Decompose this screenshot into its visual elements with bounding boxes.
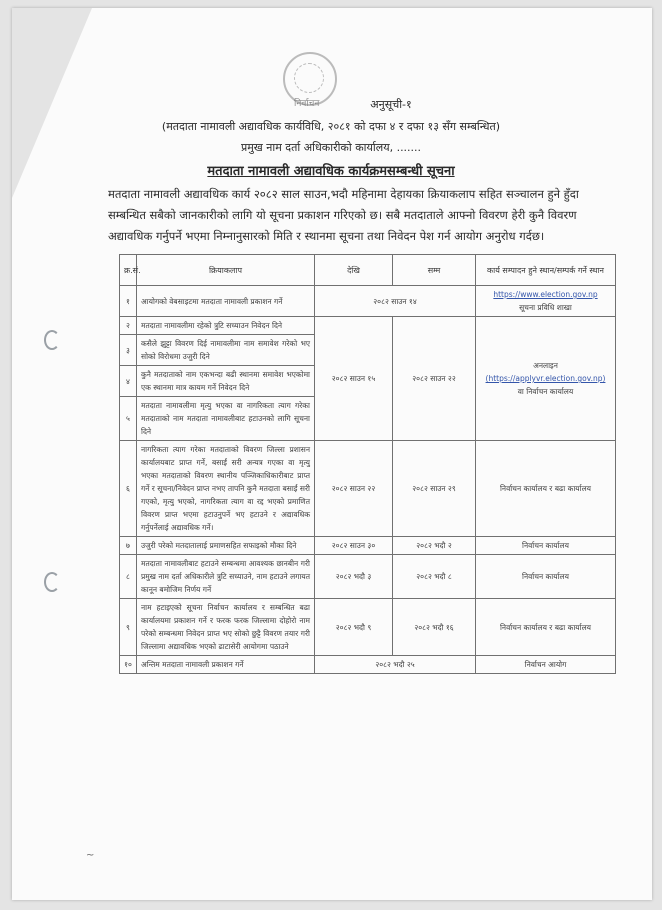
cell-place: निर्वाचन कार्यालय र बढा कार्यालय [476,599,616,656]
cell-date: २०८२ साउन १४ [315,286,476,317]
subtitle: (मतदाता नामावली अद्यावधिक कार्यविधि, २०८१ को दफा ४ र दफा १३ सँग सम्बन्धित) [161,120,501,133]
place-text: वा निर्वाचन कार्यालय [517,387,574,396]
table-row [120,599,616,656]
cell-to: २०८२ साउन २९ [393,441,476,537]
cell-place: निर्वाचन आयोग [476,656,616,674]
cell-to: २०८२ भदौ २ [393,537,476,555]
cell-activity: नागरिकता त्याग गरेका मतदाताको विवरण जिल्ला प्रशासन कार्यालयबाट प्राप्त गर्ने, बसाईं सरी अन्यत्र गएका वा मृत्यु भएका मतदाताको विवरण स्थानीय पञ्जिकाधिकारीबाट प्राप्त गर्ने र सूचना/निवेदन प्राप्त नभए तापनि कुनै मतदाता बसाईं सरी गएको, मृत्यु भएको, नागरिकता त्याग वा रद्द भएको प्रमाणित विवरण प्राप्त भएमा हटाउनुपर्ने भए हटाउने र अद्यावधिक गर्नुपर्नेलाई अद्यावधिक गर्ने। [137,441,315,537]
applyvr-link[interactable]: (https://applyvr.election.gov.np) [485,374,606,383]
header-activity: क्रियाकलाप [137,255,315,286]
header-place: कार्य सम्पादन हुने स्थान/सम्पर्क गर्ने स्थान [476,255,616,286]
cell-from: २०८२ भदौ ३ [315,555,393,599]
cell-sn: ३ [120,335,137,366]
cell-place: निर्वाचन कार्यालय [476,537,616,555]
notice-title: मतदाता नामावली अद्यावधिक कार्यक्रमसम्बन्धी सूचना [207,164,455,179]
table-row [120,441,616,537]
table-row [120,555,616,599]
cell-from: २०८२ साउन २२ [315,441,393,537]
cell-to: २०८२ साउन २२ [393,317,476,441]
punch-hole-mark [44,330,60,350]
intro-paragraph [108,184,620,247]
cell-sn: ४ [120,366,137,397]
table-row [120,656,616,674]
table-row [120,317,616,335]
cell-to: २०८२ भदौ ८ [393,555,476,599]
cell-activity: कसैले झुट्टा विवरण दिई नामावलीमा नाम समावेश गरेको भए सोको विरोधमा उजुरी दिने [137,335,315,366]
table-header-row [120,255,616,286]
office-line: प्रमुख नाम दर्ता अधिकारीको कार्यालय, ....... [240,141,422,154]
punch-hole-mark [44,572,60,592]
cell-from: २०८२ साउन ३० [315,537,393,555]
cell-sn: २ [120,317,137,335]
header-sn: क्र.सं. [120,255,137,286]
cell-sn: ७ [120,537,137,555]
cell-activity: मतदाता नामावलीबाट हटाउने सम्बन्धमा आवश्यक छानबीन गरी प्रमुख नाम दर्ता अधिकारीले त्रुटि सच्याउने, नाम हटाउने लगायत कानून बमोजिम निर्णय गर्ने [137,555,315,599]
cell-place [476,286,616,317]
cell-sn: ५ [120,397,137,441]
cell-activity: अन्तिम मतदाता नामावली प्रकाशन गर्ने [137,656,315,674]
place-text: अनलाइन [533,361,558,370]
cell-place [476,317,616,441]
cell-activity: आयोगको वेबसाइटमा मतदाता नामावली प्रकाशन गर्ने [137,286,315,317]
header-to: सम्म [393,255,476,286]
cell-sn: १ [120,286,137,317]
annex-label: अनुसूची-१ [370,98,412,111]
intro-line: मतदाता नामावली अद्यावधिक कार्य २०८२ साल साउन,भदौ महिनामा देहायका क्रियाकलाप सहित सञ्चालन हुने हुँदा [108,187,579,201]
cell-from: २०८२ साउन १५ [315,317,393,441]
intro-line: अद्यावधिक गर्नुपर्ने भएमा निम्नानुसारको मिति र स्थानमा सूचना तथा निवेदन पेश गर्न आयोग अनुरोध गर्दछ। [108,229,545,243]
cell-sn: १० [120,656,137,674]
cell-activity: कुनै मतदाताको नाम एकभन्दा बढी स्थानमा समावेश भएकोमा एक स्थानमा मात्र कायम गर्ने निवेदन दिने [137,366,315,397]
cell-to: २०८२ भदौ १६ [393,599,476,656]
table-row [120,537,616,555]
cell-activity: उजुरी परेको मतदातालाई प्रमाणसहित सफाइको मौका दिने [137,537,315,555]
seal-text: निर्वाचन [294,99,320,109]
cell-activity: नाम हटाइएको सूचना निर्वाचन कार्यालय र सम्बन्धित बढा कार्यालयमा प्रकाशन गर्ने र फरक फरक जिल्लामा दोहोरो नाम परेको सम्बन्धमा निवेदन प्राप्त भए सोको छुट्टै विवरण तयार गरी जिल्लामा अद्यावधिक भएको ढाटासेरी आयोगमा पठाउने [137,599,315,656]
cell-activity: मतदाता नामावलीमा रहेको त्रुटि सच्याउन निवेदन दिने [137,317,315,335]
cell-sn: ८ [120,555,137,599]
schedule-table [119,254,616,674]
election-website-link[interactable]: https://www.election.gov.np [493,290,598,299]
place-text: सूचना प्रविधि शाखा [519,303,572,312]
cell-place: निर्वाचन कार्यालय र बढा कार्यालय [476,441,616,537]
signature-mark: ~ [86,850,95,861]
cell-place: निर्वाचन कार्यालय [476,555,616,599]
cell-sn: ९ [120,599,137,656]
cell-activity: मतदाता नामावलीमा मृत्यु भएका वा नागरिकता त्याग गरेका मतदाताको नाम मतदाता नामावलीबाट हटाउनको लागि सूचना दिने [137,397,315,441]
intro-line: सम्बन्धित सबैको जानकारीको लागि यो सूचना प्रकाशन गरिएको छ। सबै मतदाताले आफ्नो विवरण हेरी कुनै विवरण [108,208,577,222]
cell-sn: ६ [120,441,137,537]
cell-date: २०८२ भदौ २५ [315,656,476,674]
header-from: देखि [315,255,393,286]
cell-from: २०८२ भदौ ९ [315,599,393,656]
table-row [120,286,616,317]
